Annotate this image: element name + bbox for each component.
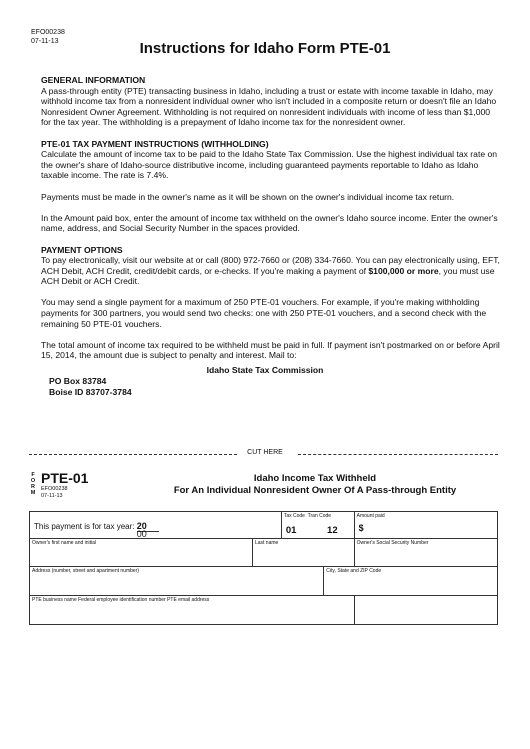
form-code: EFO00238 [31,29,65,36]
voucher-title [120,473,510,497]
voucher-form-id: PTE-01 [41,470,89,486]
form-vertical-label [30,472,36,496]
tax-code-label: Tax Code [283,513,305,519]
payment-instructions-p2: Payments must be made in the owner's name as it will be shown on the owner's individual income tax return. [41,191,455,202]
payment-options-p3: The total amount of income tax required to be withheld must be paid in full. If payment isn't postmarked on or before April 15, 2014, the amount due is subject to penalty and interest. Mail to: [41,339,500,361]
cut-line [0,449,530,459]
first-name-field[interactable] [30,539,253,567]
payment-instructions-p1: Calculate the amount of income tax to be paid to the Idaho State Tax Commission. Use the highest individual tax rate on the owner's share of Idaho-source distributive income, including guaranteed payments reportable to Idaho as Idaho taxable income. The rate is 7.4%. [41,149,498,181]
voucher-code: EFO00238 [41,486,68,492]
last-name-field[interactable] [252,539,354,567]
payment-options-p1-b: , you must use ACH Debit or ACH Credit. [41,265,495,287]
form-letter: F [31,472,35,478]
address-field[interactable] [30,567,324,596]
mail-address [49,376,132,397]
general-text: A pass-through entity (PTE) transacting business in Idaho, including a trust or estate with income taxable in Idaho, may withhold income tax from a nonresident individual owner who isn't included in a composite return or doesn't file an Idaho Nonresident Owner Agreement. Withholding is not required on nonresident individuals with income of less than $1,000 for the tax year. The withholding is a prepayment of Idaho income tax for the nonresident owner. [41,85,497,128]
tax-code-value: 01 [285,525,297,536]
last-name-label: Last name [254,540,279,546]
payment-options-p2: You may send a single payment for a maximum of 250 PTE-01 vouchers. For example, if you're making withholding payments for 300 partners, you would send two checks: one with 250 PTE-01 vouchers, and a second check with the remaining 50 PTE-01 vouchers. [41,297,487,329]
form-letter: M [30,490,36,496]
first-name-label: Owner's first name and initial [32,540,97,546]
tran-code-value: 12 [327,525,338,536]
pte-business-label: PTE business name Federal employee identification number PTE email address [32,597,210,603]
ssn-field[interactable] [354,539,497,567]
payment-voucher-form [29,511,498,625]
instructions-body [41,75,501,372]
payment-options-p1 [41,255,501,287]
payment-options-p1-a: To pay electronically, visit our website at or call (800) 972-7660 or (208) 334-7660. You can pay electronically using, EFT, ACH Debit, ACH Credit, credit/debit cards, or e-checks. If you're making a payment of [41,255,500,276]
city-state-zip-label: City, State and ZIP Code [326,568,382,574]
pte-business-field[interactable] [30,596,355,625]
voucher-title-line2: For An Individual Nonresident Owner Of A Pass-through Entity [173,485,457,496]
payment-instructions-heading: PTE-01 TAX PAYMENT INSTRUCTIONS (WITHHOLDING) [41,138,269,149]
tax-year-label: This payment is for tax year: [34,522,135,531]
cut-dash-right [298,454,498,455]
payment-options-p1-bold: $100,000 or more [368,265,439,276]
page-title: Instructions for Idaho Form PTE-01 [139,40,391,57]
mail-address-line1: PO Box 83784 [49,376,107,386]
dollar-sign: $ [358,523,364,533]
general-heading: GENERAL INFORMATION [41,75,146,85]
payment-options-heading: PAYMENT OPTIONS [41,244,123,255]
mail-organization: Idaho State Tax Commission [206,365,324,375]
voucher-title-line1: Idaho Income Tax Withheld [253,473,377,484]
mail-address-line2: Boise ID 83707-3784 [49,386,132,397]
cut-here-label: CUT HERE [247,449,283,456]
amount-paid-label: Amount paid [356,513,385,519]
form-revision-date: 07-11-13 [31,38,59,45]
tran-code-label: Tran Code [307,513,332,519]
form-letter: R [31,484,35,490]
amount-paid-field[interactable] [354,512,497,539]
voucher-form-code [41,486,68,499]
tax-tran-code-field [281,512,354,539]
voucher-date: 07-11-13 [41,492,63,499]
pte-extra-field[interactable] [354,596,497,625]
tax-year-field[interactable] [30,512,282,539]
address-label: Address (number, street and apartment number) [32,568,139,574]
tax-year-suffix: 00 [136,529,147,539]
payment-instructions-p3: In the Amount paid box, enter the amount of income tax withheld on the owner's Idaho source income. Enter the owner's name, address, and Social Security Number in the spaces provided. [41,212,498,234]
form-letter: O [30,478,36,484]
tax-year-prefix: 20 [137,521,159,532]
city-state-zip-field[interactable] [324,567,498,596]
ssn-label: Owner's Social Security Number [356,540,429,546]
